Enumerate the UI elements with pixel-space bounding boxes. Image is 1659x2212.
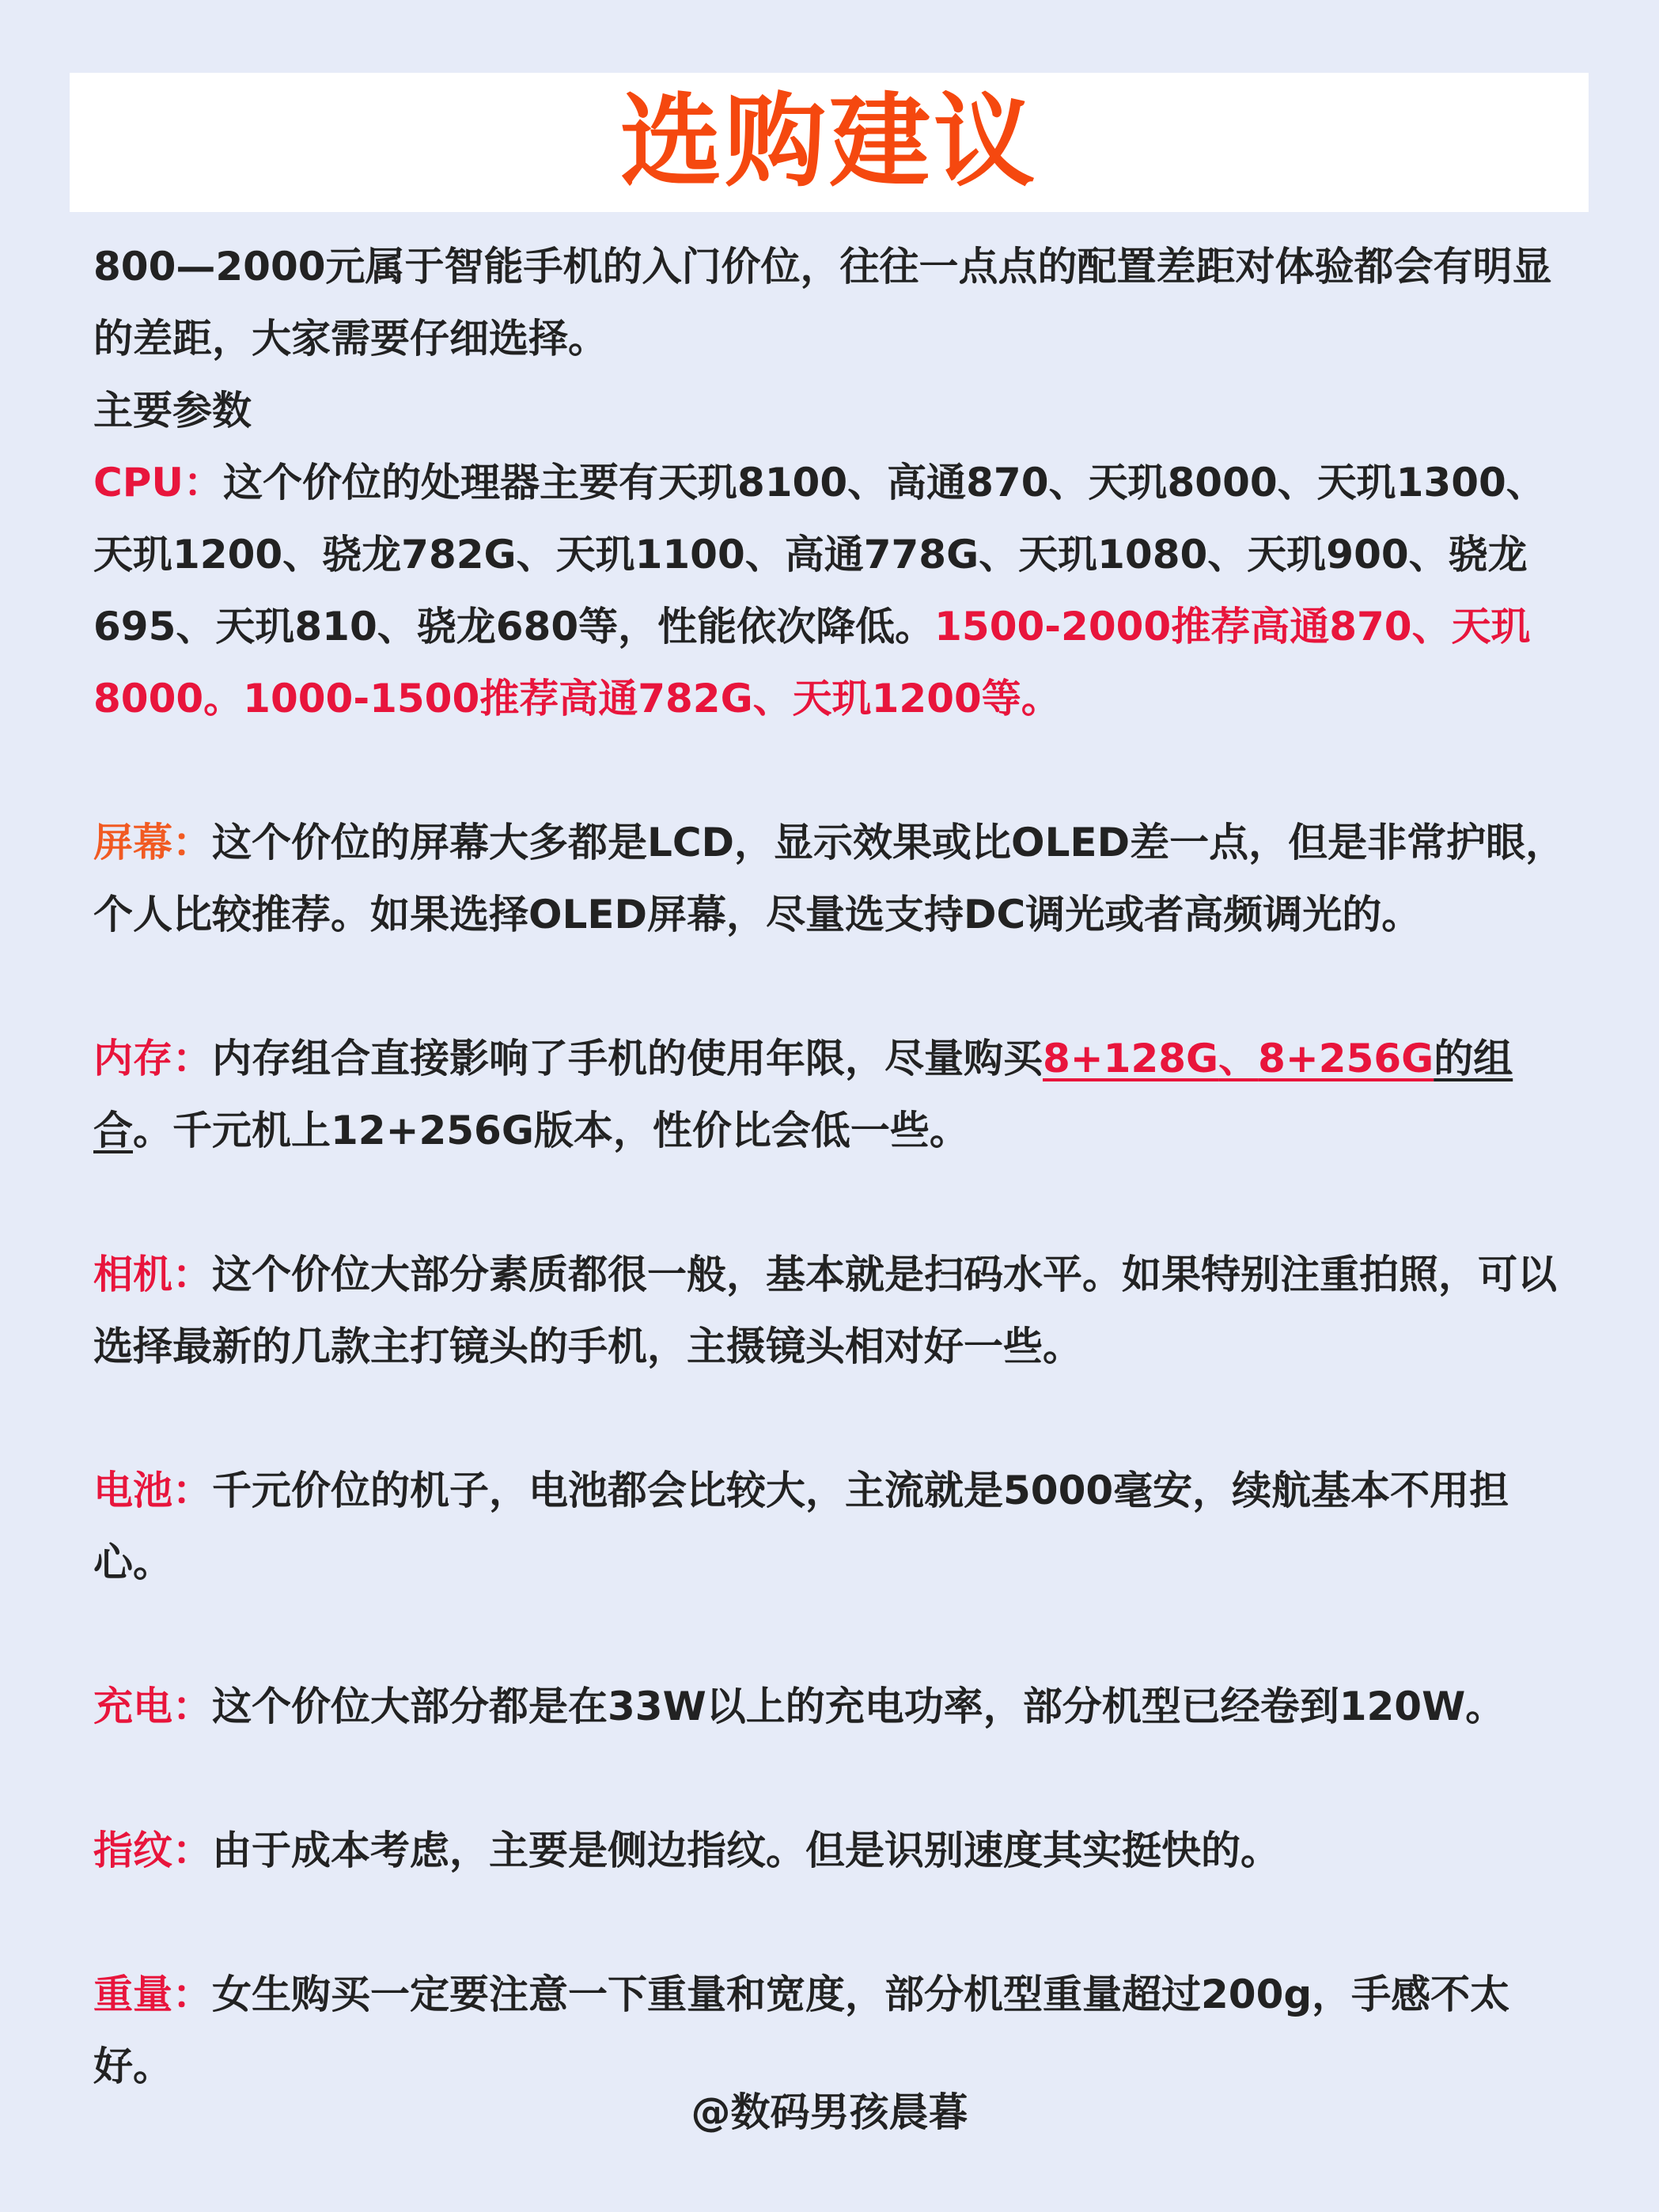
charging-text: 这个价位大部分都是在33W以上的充电功率，部分机型已经卷到120W。 bbox=[212, 1684, 1506, 1729]
cpu-section bbox=[93, 447, 1581, 735]
screen-text: 这个价位的屏幕大多都是LCD，显示效果或比OLED差一点，但是非常护眼，个人比较推荐。如果选择OLED屏幕，尽量选支持DC调光或者高频调光的。 bbox=[93, 820, 1566, 937]
article-body bbox=[93, 231, 1581, 2103]
camera-section bbox=[93, 1239, 1581, 1383]
title-banner bbox=[70, 73, 1589, 212]
battery-label: 电池： bbox=[93, 1468, 212, 1513]
author-handle: @数码男孩晨暮 bbox=[691, 2089, 968, 2135]
cpu-label: CPU： bbox=[93, 460, 223, 506]
fingerprint-label: 指纹： bbox=[93, 1828, 212, 1873]
cpu-recommendation: 1500-2000推荐高通870、天玑8000。1000-1500推荐高通782G、天玑1200等。 bbox=[93, 604, 1531, 722]
memory-option-1: 8+128G bbox=[1043, 1036, 1219, 1081]
battery-text: 千元价位的机子，电池都会比较大，主流就是5000毫安，续航基本不用担心。 bbox=[93, 1468, 1509, 1585]
screen-label: 屏幕： bbox=[93, 820, 212, 865]
memory-section bbox=[93, 1023, 1581, 1167]
intro-paragraph: 800—2000元属于智能手机的入门价位，往往一点点的配置差距对体验都会有明显的差距，大家需要仔细选择。 bbox=[93, 244, 1552, 362]
memory-text-before: 内存组合直接影响了手机的使用年限，尽量购买 bbox=[212, 1036, 1043, 1081]
screen-section bbox=[93, 807, 1581, 951]
memory-separator: 、 bbox=[1218, 1036, 1259, 1081]
memory-text-after: 。千元机上12+256G版本，性价比会低一些。 bbox=[133, 1108, 969, 1153]
fingerprint-text: 由于成本考虑，主要是侧边指纹。但是识别速度其实挺快的。 bbox=[212, 1828, 1280, 1873]
memory-option-2: 8+256G bbox=[1258, 1036, 1434, 1081]
camera-text: 这个价位大部分素质都很一般，基本就是扫码水平。如果特别注重拍照，可以选择最新的几款主打镜头的手机，主摄镜头相对好一些。 bbox=[93, 1252, 1557, 1369]
charging-label: 充电： bbox=[93, 1684, 212, 1729]
fingerprint-section bbox=[93, 1815, 1581, 1887]
weight-text: 女生购买一定要注意一下重量和宽度，部分机型重量超过200g，手感不太好。 bbox=[93, 1971, 1510, 2089]
memory-label: 内存： bbox=[93, 1036, 212, 1081]
camera-label: 相机： bbox=[93, 1252, 212, 1297]
page-title: 选购建议 bbox=[619, 83, 1038, 201]
cpu-text: 这个价位的处理器主要有天玑8100、高通870、天玑8000、天玑1300、天玑1200、骁龙782G、天玑1100、高通778G、天玑1080、天玑900、骁龙695、天玑810、骁龙680等，性能依次降低。 bbox=[93, 460, 1546, 650]
memory-text-underlined: 的组合 bbox=[93, 1036, 1513, 1153]
subheading: 主要参数 bbox=[93, 388, 252, 434]
weight-label: 重量： bbox=[93, 1971, 212, 2017]
charging-section bbox=[93, 1671, 1581, 1743]
battery-section bbox=[93, 1455, 1581, 1599]
